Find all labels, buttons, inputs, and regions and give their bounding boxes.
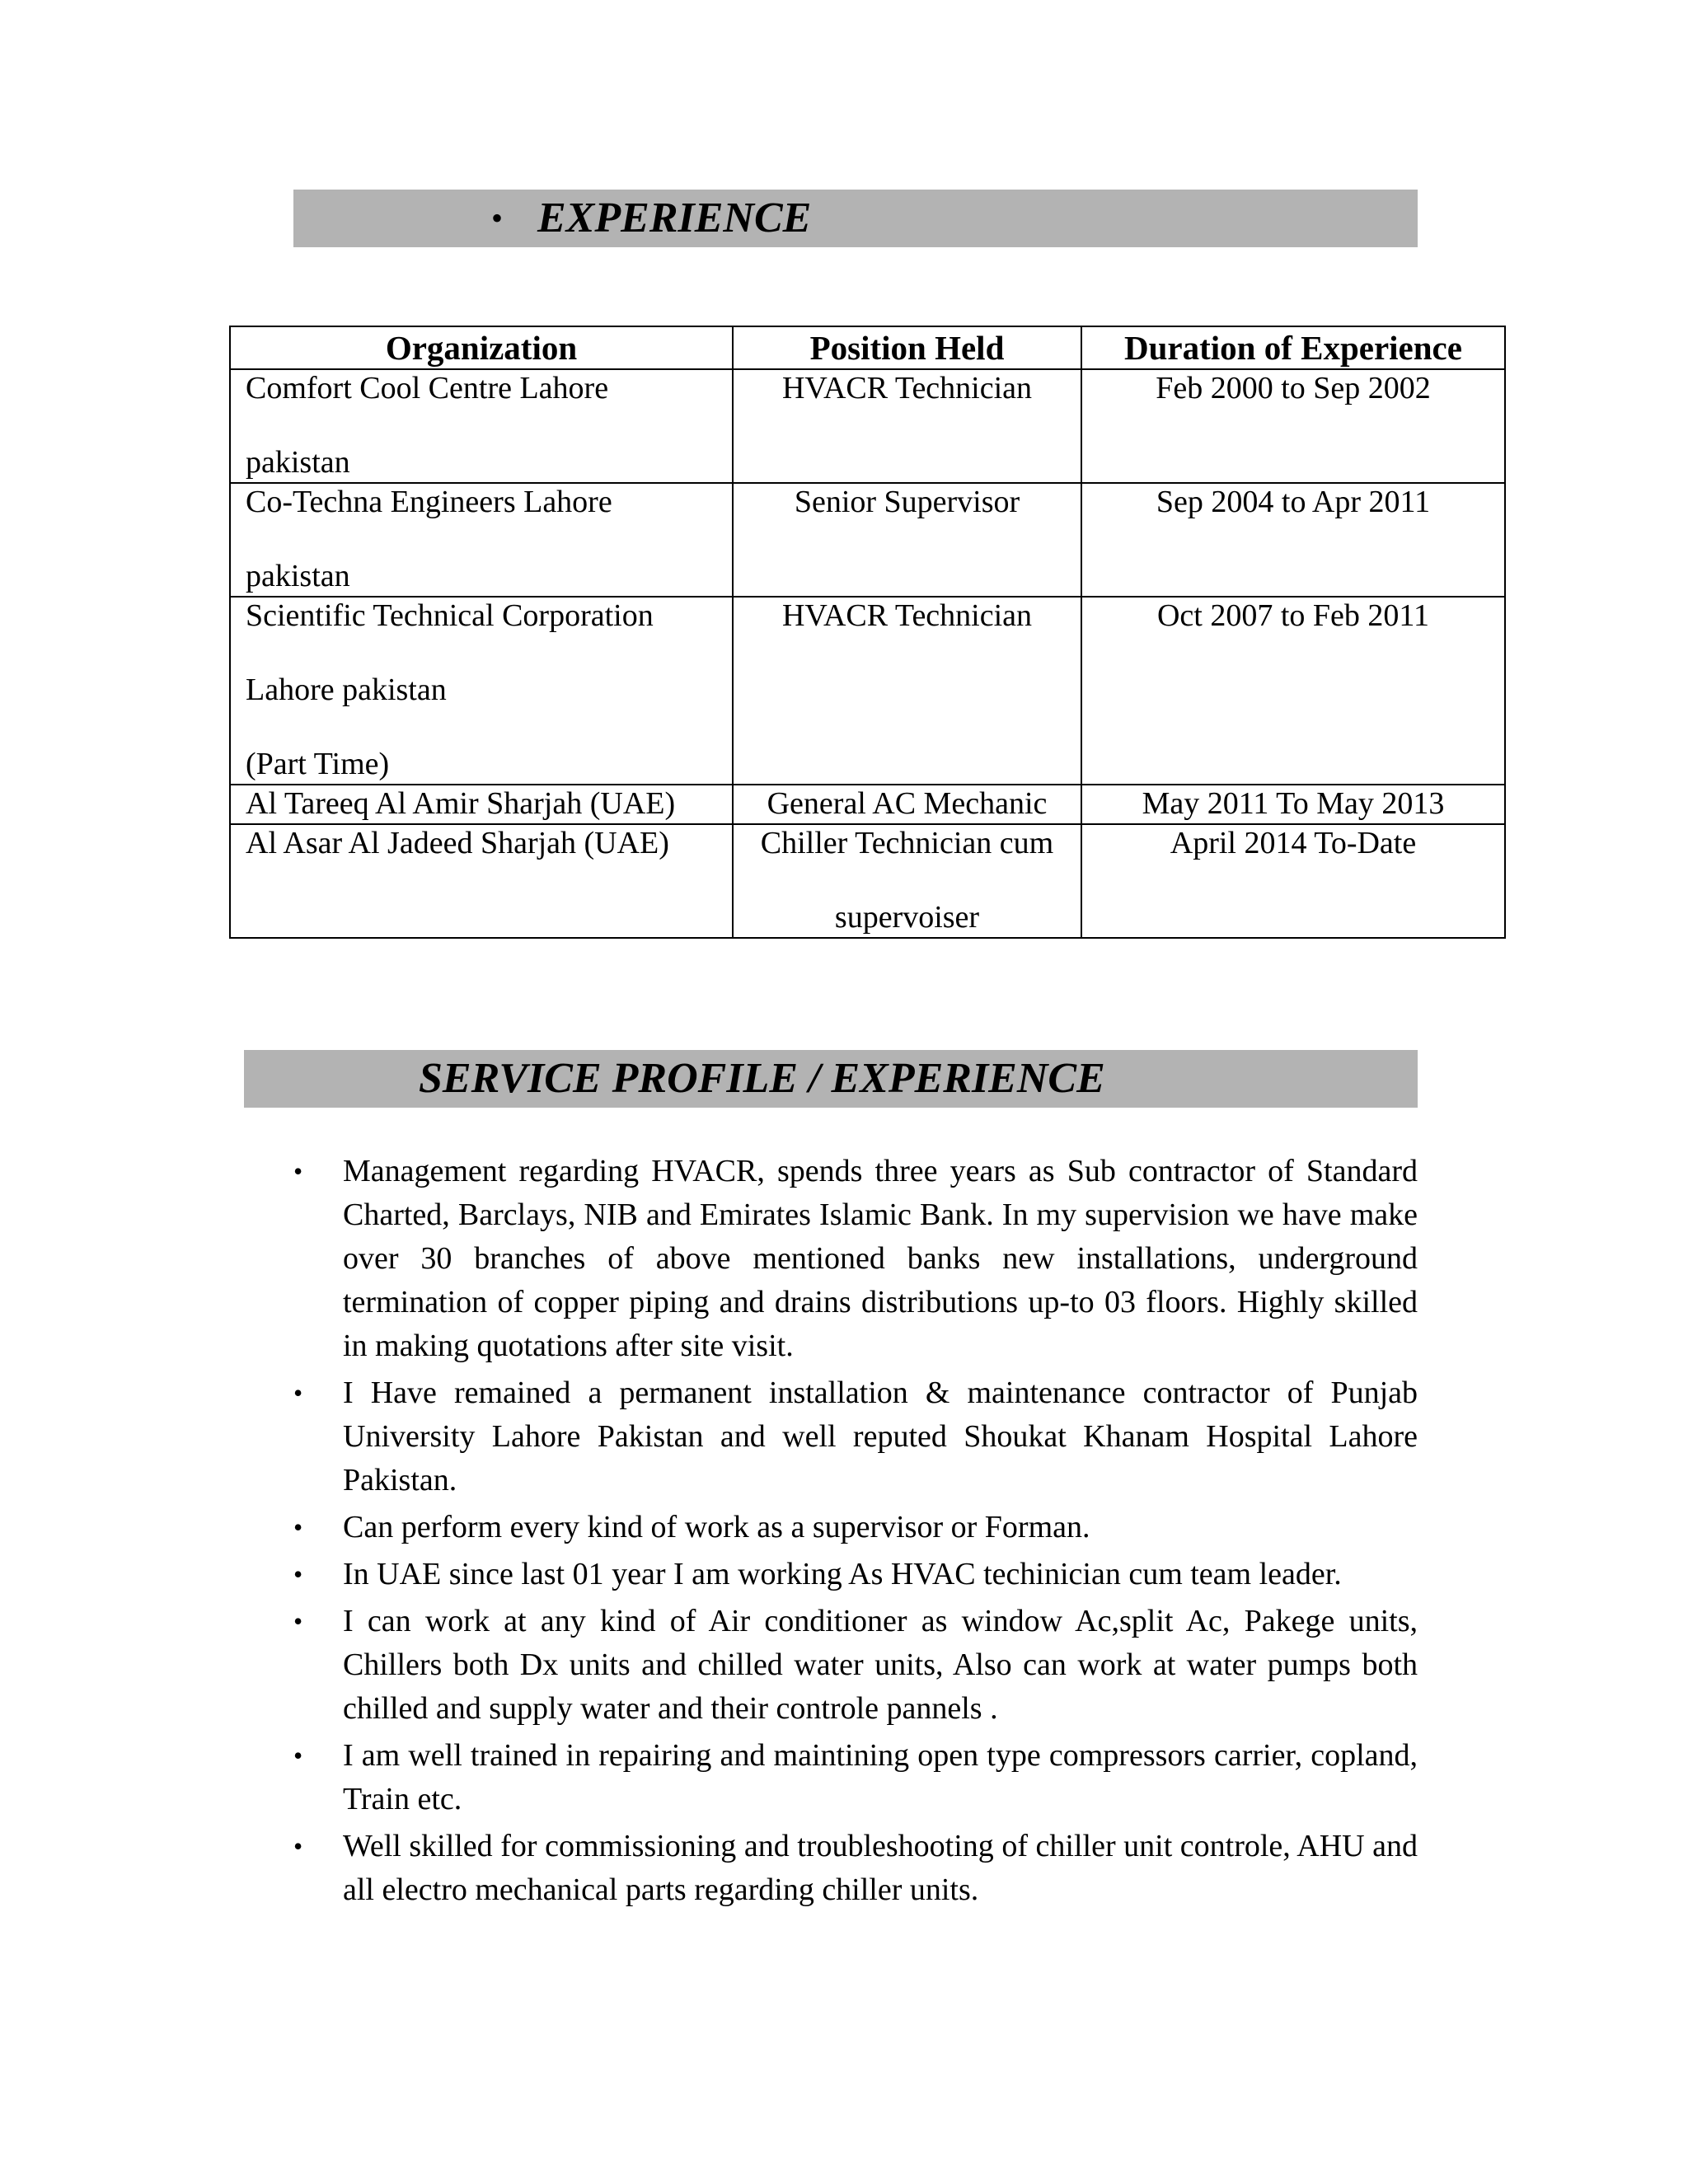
bullet-icon: • [293,1606,303,1636]
organization-cell [230,597,733,785]
organization-line: Scientific Technical Corporation [246,598,654,633]
position-line: Chiller Technician cum [760,826,1054,860]
experience-heading-title: EXPERIENCE [537,194,812,241]
organization-line: pakistan [246,445,350,480]
organization-line: Lahore pakistan [246,673,447,707]
table-row [230,483,1505,597]
organization-cell [230,369,733,483]
bullet-icon: • [293,1512,303,1542]
table-row [230,597,1505,785]
list-item [293,1825,1418,1912]
list-item-text: In UAE since last 01 year I am working As HVAC techinician cum team leader. [343,1557,1342,1591]
organization-line: Co-Techna Engineers Lahore [246,485,612,519]
bullet-icon: • [293,1378,303,1408]
duration-cell: Feb 2000 to Sep 2002 [1081,369,1505,483]
position-line: HVACR Technician [781,598,1033,633]
position-line: Senior Supervisor [794,485,1020,519]
service-profile-heading-bar [244,1050,1418,1108]
header-position: Position Held [733,326,1081,369]
bullet-icon: • [293,1741,303,1770]
service-profile-heading-title: SERVICE PROFILE / EXPERIENCE [419,1055,1105,1102]
list-item [293,1734,1418,1821]
duration-cell: Sep 2004 to Apr 2011 [1081,483,1505,597]
list-item-text: Can perform every kind of work as a supervisor or Forman. [343,1510,1090,1544]
table-row [230,369,1505,483]
list-item [293,1150,1418,1368]
bullet-icon: • [293,1156,303,1186]
list-item [293,1506,1418,1549]
duration-cell: Oct 2007 to Feb 2011 [1081,597,1505,785]
position-cell [733,597,1081,785]
list-item-text: Management regarding HVACR, spends three years as Sub contractor of Standard Charted, Barclays, NIB and Emirates Islamic Bank. In my supervision we have make over 30 branches of above mentioned banks new installations, underground termination of copper piping and drains distributions up-to 03 floors. Highly skilled in making quotations after site visit. [343,1154,1418,1363]
bullet-icon: • [491,199,504,237]
list-item-text: I can work at any kind of Air conditioner as window Ac,split Ac, Pakege units, Chillers both Dx units and chilled water units, Also can work at water pumps both chilled and supply water and their controle pannels . [343,1604,1418,1726]
duration-cell: April 2014 To-Date [1081,824,1505,938]
position-line: General AC Mechanic [767,786,1048,821]
organization-cell [230,824,733,938]
position-cell [733,785,1081,824]
organization-line: Al Tareeq Al Amir Sharjah (UAE) [246,786,676,821]
list-item-text: Well skilled for commissioning and troubleshooting of chiller unit controle, AHU and all electro mechanical parts regarding chiller units. [343,1829,1418,1907]
position-line: HVACR Technician [781,371,1033,405]
position-cell [733,483,1081,597]
list-item-text: I am well trained in repairing and maintining open type compressors carrier, copland, Train etc. [343,1738,1418,1816]
table-header-row [230,326,1505,369]
position-cell [733,369,1081,483]
table-row [230,785,1505,824]
header-organization: Organization [230,326,733,369]
organization-cell [230,483,733,597]
organization-line: Comfort Cool Centre Lahore [246,371,609,405]
bullet-icon: • [293,1559,303,1589]
position-line: supervoiser [834,900,980,935]
experience-heading-bar [293,190,1418,247]
organization-line: (Part Time) [246,747,390,781]
header-duration: Duration of Experience [1081,326,1505,369]
list-item [293,1600,1418,1731]
list-item-text: I Have remained a permanent installation & maintenance contractor of Punjab University Lahore Pakistan and well reputed Shoukat Khanam Hospital Lahore Pakistan. [343,1376,1418,1497]
organization-cell [230,785,733,824]
table-row [230,824,1505,938]
list-item [293,1371,1418,1502]
list-item [293,1553,1418,1596]
duration-cell: May 2011 To May 2013 [1081,785,1505,824]
experience-table [229,326,1506,939]
service-profile-list [293,1150,1418,1915]
organization-line: Al Asar Al Jadeed Sharjah (UAE) [246,826,669,860]
position-cell [733,824,1081,938]
organization-line: pakistan [246,559,350,593]
bullet-icon: • [293,1831,303,1861]
